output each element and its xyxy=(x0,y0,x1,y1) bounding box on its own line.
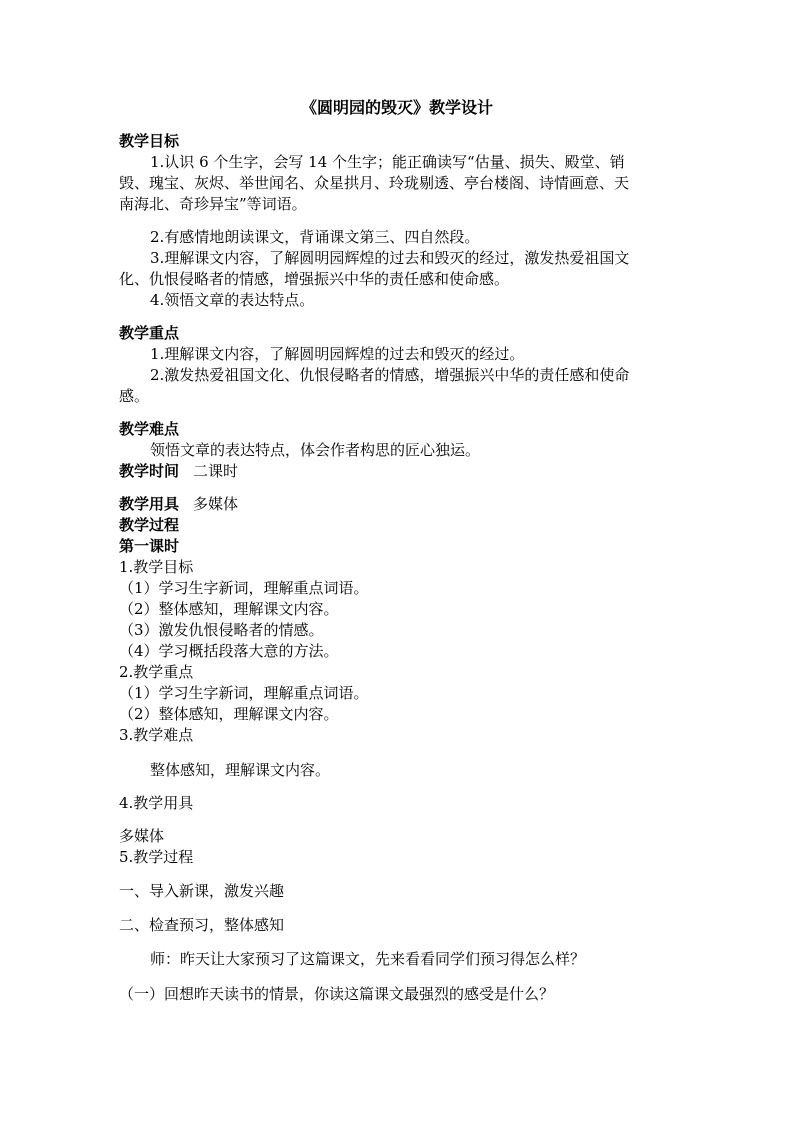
teacher-line: 师：昨天让大家预习了这篇课文，先来看看同学们预习得怎么样？ xyxy=(150,950,586,968)
lesson-difficulty-title: 3.教学难点 xyxy=(119,726,194,744)
heading-difficulties: 教学难点 xyxy=(119,420,180,438)
lesson-key-1: （1）学习生字新词，理解重点词语。 xyxy=(119,684,369,702)
lesson-key-2: （2）整体感知，理解课文内容。 xyxy=(119,705,339,723)
goal-1-line-3: 南海北、奇珍异宝”等词语。 xyxy=(119,195,307,213)
teaching-time-label: 教学时间 xyxy=(119,462,180,480)
document-title: 《圆明园的毁灭》教学设计 xyxy=(300,98,493,117)
goal-2: 2.有感情地朗读课文，背诵课文第三、四自然段。 xyxy=(150,228,480,246)
teaching-tools-label: 教学用具 xyxy=(119,495,180,513)
lesson-goals-title: 1.教学目标 xyxy=(119,558,194,576)
goal-3-line-2: 化、仇恨侵略者的情感，增强振兴中华的责任感和使命感。 xyxy=(119,270,510,288)
goal-3-line-1: 3.理解课文内容，了解圆明园辉煌的过去和毁灭的经过，激发热爱祖国文 xyxy=(150,249,630,267)
goal-4: 4.领悟文章的表达特点。 xyxy=(150,291,315,309)
teaching-tools-value: 多媒体 xyxy=(193,495,239,513)
heading-first-lesson: 第一课时 xyxy=(119,537,180,555)
goal-1-line-2: 毁、瑰宝、灰烬、举世闻名、众星拱月、玲珑剔透、亭台楼阁、诗情画意、天 xyxy=(119,174,630,192)
lesson-goal-2: （2）整体感知，理解课文内容。 xyxy=(119,600,339,618)
lesson-key-title: 2.教学重点 xyxy=(119,663,194,681)
goal-1-line-1: 1.认识 6 个生字，会写 14 个生字；能正确读写“估量、损失、殿堂、销 xyxy=(150,153,625,171)
lesson-tools-text: 多媒体 xyxy=(119,827,165,845)
lesson-goal-3: （3）激发仇恨侵略者的情感。 xyxy=(119,621,324,639)
heading-teaching-process: 教学过程 xyxy=(119,516,180,534)
lesson-goal-1: （1）学习生字新词，理解重点词语。 xyxy=(119,579,369,597)
lesson-difficulty-text: 整体感知，理解课文内容。 xyxy=(150,761,331,779)
lesson-goal-4: （4）学习概括段落大意的方法。 xyxy=(119,642,339,660)
question-1: （一）回想昨天读书的情景，你读这篇课文最强烈的感受是什么？ xyxy=(119,985,555,1003)
key-point-2-line-2: 感。 xyxy=(119,387,150,405)
step-2-preview: 二、检查预习，整体感知 xyxy=(119,916,285,934)
heading-key-points: 教学重点 xyxy=(119,324,180,342)
teaching-tools-row xyxy=(119,494,238,514)
step-1-intro: 一、导入新课，激发兴趣 xyxy=(119,882,285,900)
teaching-time-value: 二课时 xyxy=(193,462,239,480)
heading-teaching-goals: 教学目标 xyxy=(119,132,180,150)
difficulty-text: 领悟文章的表达特点，体会作者构思的匠心独运。 xyxy=(150,441,481,459)
teaching-time-row xyxy=(119,461,238,481)
key-point-1: 1.理解课文内容，了解圆明园辉煌的过去和毁灭的经过。 xyxy=(150,345,525,363)
lesson-tools-title: 4.教学用具 xyxy=(119,794,194,812)
key-point-2-line-1: 2.激发热爱祖国文化、仇恨侵略者的情感，增强振兴中华的责任感和使命 xyxy=(150,366,630,384)
lesson-process-title: 5.教学过程 xyxy=(119,848,194,866)
